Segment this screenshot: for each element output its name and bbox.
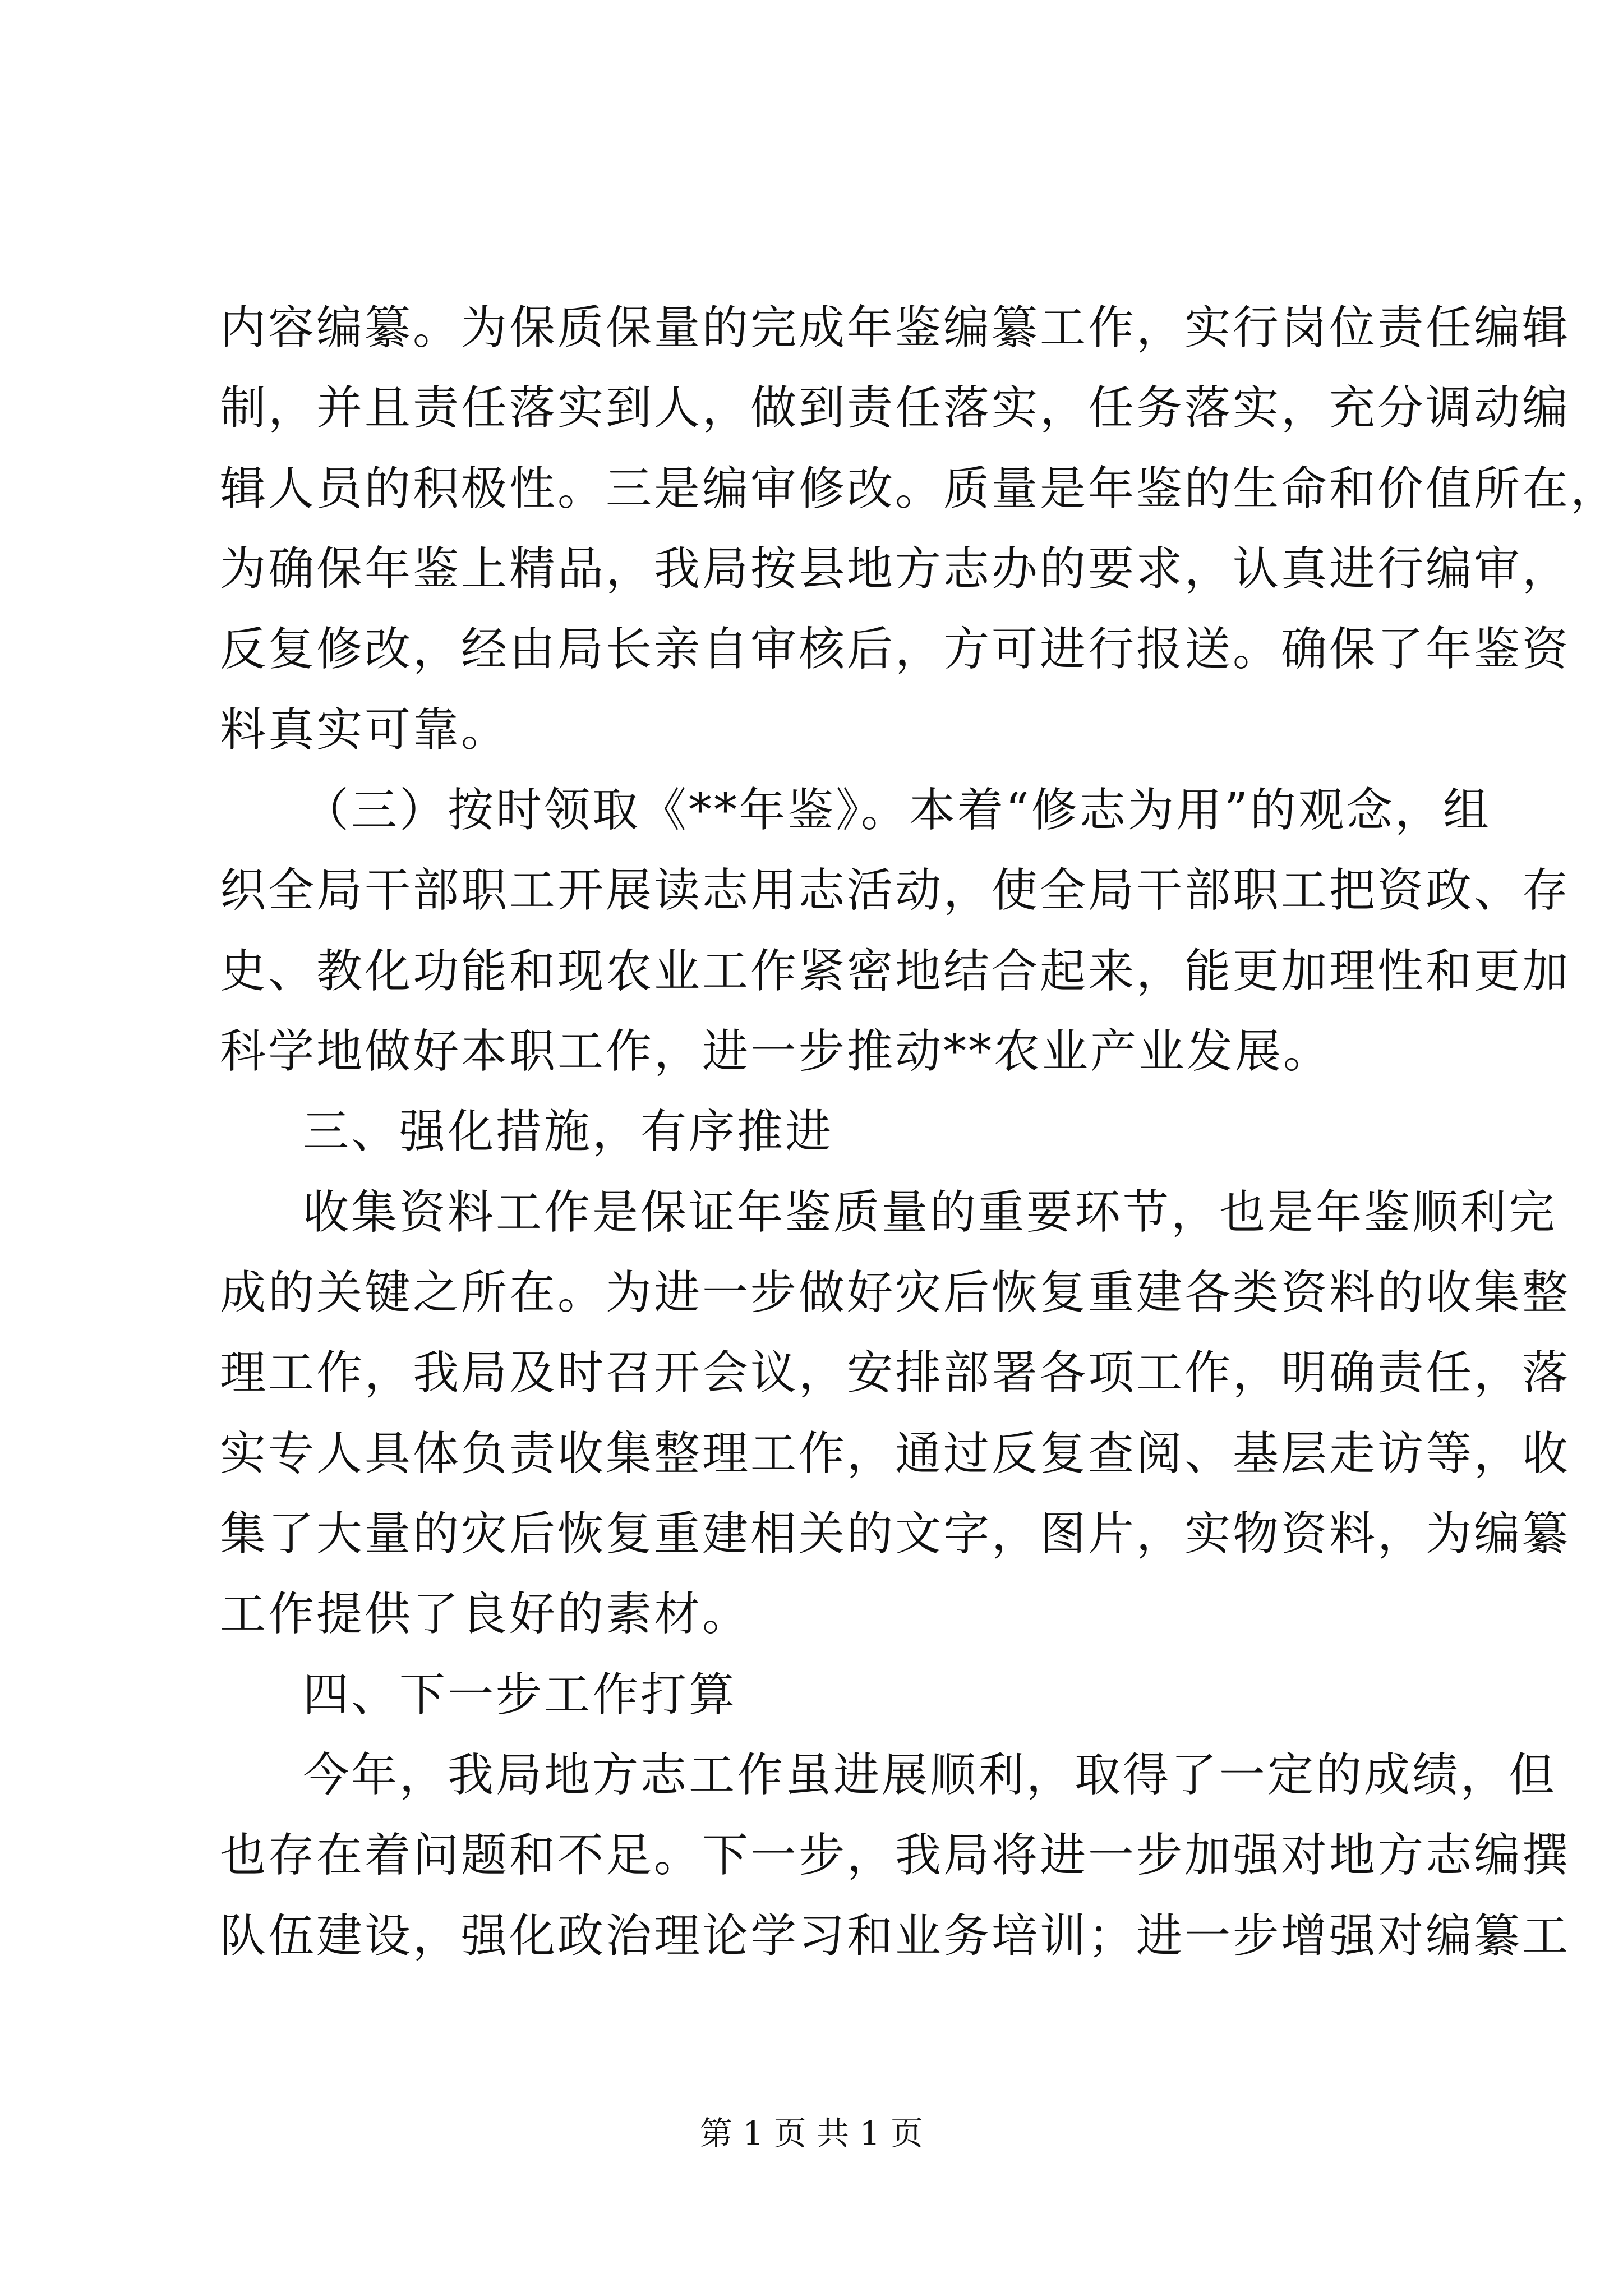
section-heading: 四、下一步工作打算 <box>303 1668 737 1722</box>
text-line: 工作提供了良好的素材。 <box>220 1588 751 1641</box>
text-line: 队伍建设，强化政治理论学习和业务培训；进一步增强对编纂工 <box>220 1910 1571 1963</box>
text-line: 集了大量的灾后恢复重建相关的文字，图片，实物资料，为编纂 <box>220 1507 1571 1561</box>
text-line: 成的关键之所在。为进一步做好灾后恢复重建各类资料的收集整 <box>220 1266 1571 1319</box>
text-line: 实专人具体负责收集整理工作，通过反复查阅、基层走访等，收 <box>220 1427 1571 1480</box>
paragraph-start-line: （三）按时领取《**年鉴》。本着“修志为用”的观念，组 <box>303 784 1491 837</box>
text-line: 织全局干部职工开展读志用志活动，使全局干部职工把资政、存 <box>220 864 1571 917</box>
text-line: 制，并且责任落实到人，做到责任落实，任务落实，充分调动编 <box>220 381 1571 435</box>
text-line: 为确保年鉴上精品，我局按县地方志办的要求，认真进行编审， <box>220 542 1571 596</box>
text-line: 史、教化功能和现农业工作紧密地结合起来，能更加理性和更加 <box>220 945 1571 998</box>
text-line: 反复修改，经由局长亲自审核后，方可进行报送。确保了年鉴资 <box>220 623 1571 676</box>
text-line: 科学地做好本职工作，进一步推动**农业产业发展。 <box>220 1025 1332 1078</box>
text-line: 理工作，我局及时召开会议，安排部署各项工作，明确责任，落 <box>220 1346 1571 1400</box>
text-line: 内容编纂。为保质保量的完成年鉴编纂工作，实行岗位责任编辑 <box>220 301 1571 355</box>
page-footer: 第 1 页 共 1 页 <box>700 2114 923 2152</box>
text-line: 料真实可靠。 <box>220 703 510 757</box>
text-line: 辑人员的积极性。三是编审修改。质量是年鉴的生命和价值所在， <box>220 462 1619 516</box>
text-line: 也存在着问题和不足。下一步，我局将进一步加强对地方志编撰 <box>220 1829 1571 1882</box>
paragraph-start-line: 今年，我局地方志工作虽进展顺利，取得了一定的成绩，但 <box>303 1749 1557 1802</box>
section-heading: 三、强化措施，有序推进 <box>303 1105 834 1158</box>
paragraph-start-line: 收集资料工作是保证年鉴质量的重要环节，也是年鉴顺利完 <box>303 1186 1557 1239</box>
